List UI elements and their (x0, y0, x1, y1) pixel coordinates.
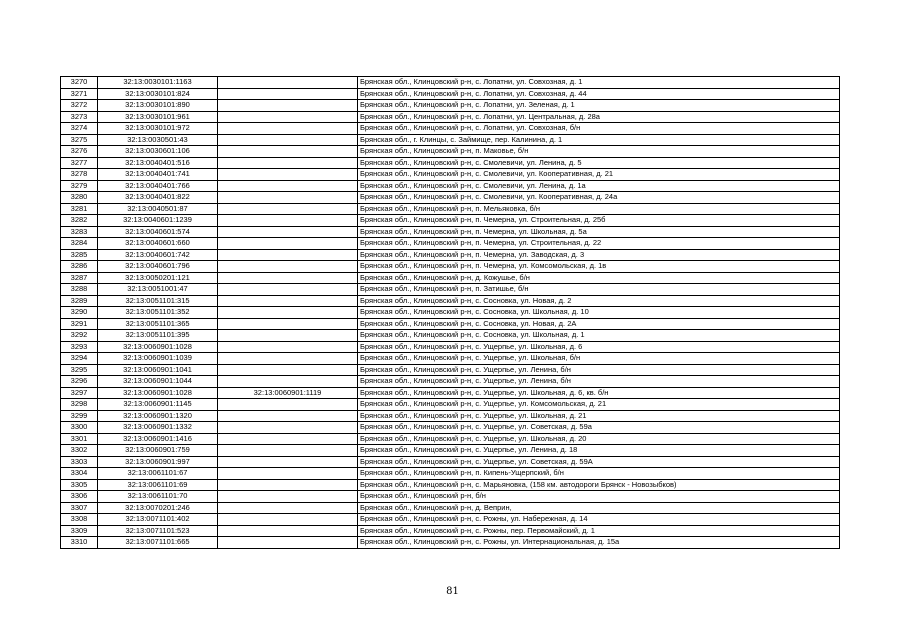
row-number-cell: 3310 (61, 537, 98, 549)
linked-cadastral-number-cell (218, 399, 358, 411)
row-number-cell: 3307 (61, 502, 98, 514)
cadastral-number-cell: 32:13:0040401:822 (98, 192, 218, 204)
table-row (61, 261, 840, 273)
linked-cadastral-number-cell (218, 295, 358, 307)
cadastral-number-cell: 32:13:0060901:1039 (98, 353, 218, 365)
table-row (61, 192, 840, 204)
table-row (61, 226, 840, 238)
cadastral-number-cell: 32:13:0060901:1041 (98, 364, 218, 376)
address-cell: Брянская обл., Клинцовский р-н, п. Кипень-Ущерпский, б/н (358, 468, 840, 480)
cadastral-number-cell: 32:13:0040401:766 (98, 180, 218, 192)
address-cell: Брянская обл., Клинцовский р-н, п. Чемерна, ул. Школьная, д. 5а (358, 226, 840, 238)
address-cell: Брянская обл., Клинцовский р-н, п. Чемерна, ул. Комсомольская, д. 1в (358, 261, 840, 273)
address-cell: Брянская обл., Клинцовский р-н, с. Ущерпье, ул. Комсомольская, д. 21 (358, 399, 840, 411)
address-cell: Брянская обл., г. Клинцы, с. Займище, пер. Калинина, д. 1 (358, 134, 840, 146)
linked-cadastral-number-cell (218, 410, 358, 422)
row-number-cell: 3291 (61, 318, 98, 330)
linked-cadastral-number-cell (218, 456, 358, 468)
address-cell: Брянская обл., Клинцовский р-н, п. Затишье, б/н (358, 284, 840, 296)
address-cell: Брянская обл., Клинцовский р-н, с. Смолевичи, ул. Ленина, д. 5 (358, 157, 840, 169)
address-cell: Брянская обл., Клинцовский р-н, с. Ущерпье, ул. Школьная, б/н (358, 353, 840, 365)
row-number-cell: 3304 (61, 468, 98, 480)
cadastral-number-cell: 32:13:0060901:1028 (98, 341, 218, 353)
cadastral-number-cell: 32:13:0040601:742 (98, 249, 218, 261)
cadastral-number-cell: 32:13:0051101:352 (98, 307, 218, 319)
row-number-cell: 3281 (61, 203, 98, 215)
cadastral-number-cell: 32:13:0051101:395 (98, 330, 218, 342)
row-number-cell: 3305 (61, 479, 98, 491)
address-cell: Брянская обл., Клинцовский р-н, с. Рожны, ул. Интернациональная, д. 15а (358, 537, 840, 549)
linked-cadastral-number-cell (218, 514, 358, 526)
linked-cadastral-number-cell (218, 100, 358, 112)
table-row (61, 433, 840, 445)
row-number-cell: 3308 (61, 514, 98, 526)
row-number-cell: 3302 (61, 445, 98, 457)
linked-cadastral-number-cell (218, 180, 358, 192)
table-row (61, 249, 840, 261)
linked-cadastral-number-cell (218, 272, 358, 284)
cadastral-number-cell: 32:13:0030601:106 (98, 146, 218, 158)
address-cell: Брянская обл., Клинцовский р-н, с. Ущерпье, ул. Ленина, б/н (358, 364, 840, 376)
table-row (61, 353, 840, 365)
cadastral-number-cell: 32:13:0030101:824 (98, 88, 218, 100)
table-row (61, 100, 840, 112)
row-number-cell: 3282 (61, 215, 98, 227)
cadastral-number-cell: 32:13:0070201:246 (98, 502, 218, 514)
cadastral-number-cell: 32:13:0061101:70 (98, 491, 218, 503)
linked-cadastral-number-cell (218, 192, 358, 204)
cadastral-number-cell: 32:13:0051001:47 (98, 284, 218, 296)
row-number-cell: 3271 (61, 88, 98, 100)
linked-cadastral-number-cell (218, 491, 358, 503)
table-row (61, 111, 840, 123)
row-number-cell: 3298 (61, 399, 98, 411)
table-row (61, 387, 840, 399)
linked-cadastral-number-cell (218, 111, 358, 123)
row-number-cell: 3284 (61, 238, 98, 250)
linked-cadastral-number-cell (218, 376, 358, 388)
cadastral-number-cell: 32:13:0060901:1044 (98, 376, 218, 388)
cadastral-number-cell: 32:13:0030101:972 (98, 123, 218, 135)
cadastral-number-cell: 32:13:0060901:1416 (98, 433, 218, 445)
table-row (61, 479, 840, 491)
table-row (61, 77, 840, 89)
linked-cadastral-number-cell (218, 157, 358, 169)
row-number-cell: 3275 (61, 134, 98, 146)
address-cell: Брянская обл., Клинцовский р-н, с. Ущерпье, ул. Школьная, д. 6 (358, 341, 840, 353)
cadastral-number-cell: 32:13:0061101:69 (98, 479, 218, 491)
row-number-cell: 3272 (61, 100, 98, 112)
row-number-cell: 3297 (61, 387, 98, 399)
cadastral-number-cell: 32:13:0060901:1028 (98, 387, 218, 399)
address-cell: Брянская обл., Клинцовский р-н, с. Сосновка, ул. Новая, д. 2 (358, 295, 840, 307)
table-row (61, 537, 840, 549)
table-row (61, 341, 840, 353)
row-number-cell: 3301 (61, 433, 98, 445)
cadastral-number-cell: 32:13:0030101:961 (98, 111, 218, 123)
table-row (61, 169, 840, 181)
cadastral-number-cell: 32:13:0040401:516 (98, 157, 218, 169)
row-number-cell: 3286 (61, 261, 98, 273)
row-number-cell: 3309 (61, 525, 98, 537)
row-number-cell: 3289 (61, 295, 98, 307)
address-cell: Брянская обл., Клинцовский р-н, п. Мельяковка, б/н (358, 203, 840, 215)
table-row (61, 295, 840, 307)
linked-cadastral-number-cell (218, 445, 358, 457)
row-number-cell: 3285 (61, 249, 98, 261)
row-number-cell: 3280 (61, 192, 98, 204)
table-row (61, 134, 840, 146)
row-number-cell: 3296 (61, 376, 98, 388)
table-row (61, 376, 840, 388)
table-row (61, 330, 840, 342)
address-cell: Брянская обл., Клинцовский р-н, с. Марьяновка, (158 км. автодороги Брянск - Новозыбков) (358, 479, 840, 491)
table-row (61, 502, 840, 514)
address-cell: Брянская обл., Клинцовский р-н, с. Сосновка, ул. Новая, д. 2А (358, 318, 840, 330)
cadastral-number-cell: 32:13:0040501:87 (98, 203, 218, 215)
linked-cadastral-number-cell (218, 318, 358, 330)
table-row (61, 399, 840, 411)
cadastral-number-cell: 32:13:0051101:315 (98, 295, 218, 307)
address-cell: Брянская обл., Клинцовский р-н, с. Смолевичи, ул. Ленина, д. 1а (358, 180, 840, 192)
cadastral-number-cell: 32:13:0051101:365 (98, 318, 218, 330)
table-row (61, 491, 840, 503)
table-row (61, 318, 840, 330)
address-cell: Брянская обл., Клинцовский р-н, п. Чемерна, ул. Строительная, д. 22 (358, 238, 840, 250)
linked-cadastral-number-cell (218, 261, 358, 273)
table-row (61, 514, 840, 526)
row-number-cell: 3277 (61, 157, 98, 169)
row-number-cell: 3303 (61, 456, 98, 468)
address-cell: Брянская обл., Клинцовский р-н, с. Ущерпье, ул. Ленина, д. 18 (358, 445, 840, 457)
table-row (61, 215, 840, 227)
cadastral-number-cell: 32:13:0071101:665 (98, 537, 218, 549)
linked-cadastral-number-cell (218, 525, 358, 537)
row-number-cell: 3270 (61, 77, 98, 89)
linked-cadastral-number-cell (218, 330, 358, 342)
address-cell: Брянская обл., Клинцовский р-н, с. Сосновка, ул. Школьная, д. 1 (358, 330, 840, 342)
linked-cadastral-number-cell (218, 422, 358, 434)
linked-cadastral-number-cell: 32:13:0060901:1119 (218, 387, 358, 399)
cadastral-number-cell: 32:13:0040601:1239 (98, 215, 218, 227)
row-number-cell: 3274 (61, 123, 98, 135)
linked-cadastral-number-cell (218, 468, 358, 480)
table-row (61, 364, 840, 376)
linked-cadastral-number-cell (218, 537, 358, 549)
row-number-cell: 3287 (61, 272, 98, 284)
linked-cadastral-number-cell (218, 353, 358, 365)
table-row (61, 456, 840, 468)
table-row (61, 180, 840, 192)
address-cell: Брянская обл., Клинцовский р-н, с. Рожны, пер. Первомайский, д. 1 (358, 525, 840, 537)
linked-cadastral-number-cell (218, 169, 358, 181)
cadastral-number-cell: 32:13:0060901:1145 (98, 399, 218, 411)
cadastral-number-cell: 32:13:0040401:741 (98, 169, 218, 181)
row-number-cell: 3278 (61, 169, 98, 181)
linked-cadastral-number-cell (218, 203, 358, 215)
address-cell: Брянская обл., Клинцовский р-н, с. Смолевичи, ул. Кооперативная, д. 24а (358, 192, 840, 204)
linked-cadastral-number-cell (218, 364, 358, 376)
address-cell: Брянская обл., Клинцовский р-н, с. Ущерпье, ул. Ленина, б/н (358, 376, 840, 388)
row-number-cell: 3276 (61, 146, 98, 158)
cadastral-number-cell: 32:13:0060901:1332 (98, 422, 218, 434)
address-cell: Брянская обл., Клинцовский р-н, п. Маковье, б/н (358, 146, 840, 158)
row-number-cell: 3300 (61, 422, 98, 434)
cadastral-number-cell: 32:13:0071101:523 (98, 525, 218, 537)
row-number-cell: 3290 (61, 307, 98, 319)
cadastral-number-cell: 32:13:0040601:574 (98, 226, 218, 238)
address-cell: Брянская обл., Клинцовский р-н, п. Чемерна, ул. Заводская, д. 3 (358, 249, 840, 261)
linked-cadastral-number-cell (218, 284, 358, 296)
linked-cadastral-number-cell (218, 226, 358, 238)
table-row (61, 157, 840, 169)
linked-cadastral-number-cell (218, 238, 358, 250)
cadastral-number-cell: 32:13:0071101:402 (98, 514, 218, 526)
address-cell: Брянская обл., Клинцовский р-н, с. Лопатни, ул. Зеленая, д. 1 (358, 100, 840, 112)
table-row (61, 422, 840, 434)
cadastral-number-cell: 32:13:0061101:67 (98, 468, 218, 480)
address-cell: Брянская обл., Клинцовский р-н, д. Веприн, (358, 502, 840, 514)
cadastral-number-cell: 32:13:0030501:43 (98, 134, 218, 146)
linked-cadastral-number-cell (218, 341, 358, 353)
linked-cadastral-number-cell (218, 433, 358, 445)
cadastral-number-cell: 32:13:0060901:759 (98, 445, 218, 457)
row-number-cell: 3283 (61, 226, 98, 238)
linked-cadastral-number-cell (218, 249, 358, 261)
linked-cadastral-number-cell (218, 123, 358, 135)
row-number-cell: 3295 (61, 364, 98, 376)
table-body (61, 77, 840, 549)
row-number-cell: 3273 (61, 111, 98, 123)
address-cell: Брянская обл., Клинцовский р-н, с. Ущерпье, ул. Школьная, д. 21 (358, 410, 840, 422)
linked-cadastral-number-cell (218, 479, 358, 491)
table-row (61, 410, 840, 422)
page-number: 81 (446, 586, 459, 597)
linked-cadastral-number-cell (218, 146, 358, 158)
address-cell: Брянская обл., Клинцовский р-н, с. Ущерпье, ул. Советская, д. 59а (358, 422, 840, 434)
table-row (61, 307, 840, 319)
address-cell: Брянская обл., Клинцовский р-н, с. Ущерпье, ул. Школьная, д. 6, кв. б/н (358, 387, 840, 399)
cadastral-number-cell: 32:13:0040601:660 (98, 238, 218, 250)
row-number-cell: 3293 (61, 341, 98, 353)
table-row (61, 284, 840, 296)
address-cell: Брянская обл., Клинцовский р-н, с. Рожны, ул. Набережная, д. 14 (358, 514, 840, 526)
table-row (61, 445, 840, 457)
table-row (61, 203, 840, 215)
property-register-table (60, 76, 840, 549)
row-number-cell: 3299 (61, 410, 98, 422)
table-row (61, 525, 840, 537)
table-row (61, 468, 840, 480)
cadastral-number-cell: 32:13:0060901:997 (98, 456, 218, 468)
linked-cadastral-number-cell (218, 77, 358, 89)
cadastral-number-cell: 32:13:0030101:890 (98, 100, 218, 112)
address-cell: Брянская обл., Клинцовский р-н, б/н (358, 491, 840, 503)
table-row (61, 146, 840, 158)
row-number-cell: 3294 (61, 353, 98, 365)
cadastral-number-cell: 32:13:0060901:1320 (98, 410, 218, 422)
cadastral-number-cell: 32:13:0030101:1163 (98, 77, 218, 89)
row-number-cell: 3279 (61, 180, 98, 192)
address-cell: Брянская обл., Клинцовский р-н, с. Ущерпье, ул. Школьная, д. 20 (358, 433, 840, 445)
linked-cadastral-number-cell (218, 88, 358, 100)
address-cell: Брянская обл., Клинцовский р-н, д. Кожушье, б/н (358, 272, 840, 284)
table-row (61, 123, 840, 135)
linked-cadastral-number-cell (218, 134, 358, 146)
row-number-cell: 3306 (61, 491, 98, 503)
address-cell: Брянская обл., Клинцовский р-н, с. Лопатни, ул. Центральная, д. 28а (358, 111, 840, 123)
cadastral-number-cell: 32:13:0040601:796 (98, 261, 218, 273)
table-row (61, 88, 840, 100)
address-cell: Брянская обл., Клинцовский р-н, с. Лопатни, ул. Совхозная, б/н (358, 123, 840, 135)
cadastral-number-cell: 32:13:0050201:121 (98, 272, 218, 284)
address-cell: Брянская обл., Клинцовский р-н, с. Сосновка, ул. Школьная, д. 10 (358, 307, 840, 319)
address-cell: Брянская обл., Клинцовский р-н, с. Смолевичи, ул. Кооперативная, д. 21 (358, 169, 840, 181)
linked-cadastral-number-cell (218, 215, 358, 227)
address-cell: Брянская обл., Клинцовский р-н, п. Чемерна, ул. Строительная, д. 25б (358, 215, 840, 227)
row-number-cell: 3292 (61, 330, 98, 342)
table-row (61, 238, 840, 250)
address-cell: Брянская обл., Клинцовский р-н, с. Лопатни, ул. Совхозная, д. 1 (358, 77, 840, 89)
address-cell: Брянская обл., Клинцовский р-н, с. Лопатни, ул. Совхозная, д. 44 (358, 88, 840, 100)
row-number-cell: 3288 (61, 284, 98, 296)
address-cell: Брянская обл., Клинцовский р-н, с. Ущерпье, ул. Советская, д. 59А (358, 456, 840, 468)
linked-cadastral-number-cell (218, 307, 358, 319)
table-row (61, 272, 840, 284)
linked-cadastral-number-cell (218, 502, 358, 514)
